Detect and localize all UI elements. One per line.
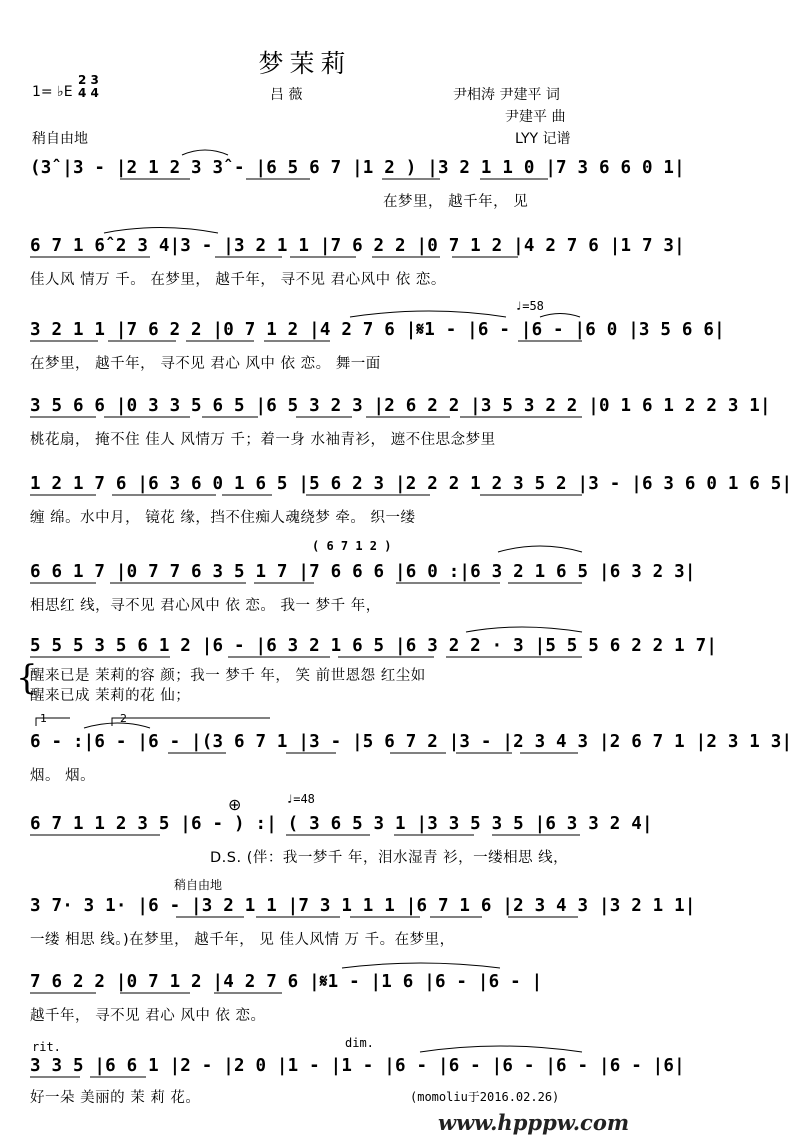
lyrics-row-7b: 醒来已成 茉莉的花 仙； bbox=[30, 688, 191, 704]
score-row-4: 3 5 6 6 |0 3 3 5 6 5 |6 5 3 2 3 |2 6 2 2 |3 5 3 2 2 |0 1 6 1 2 2 3 1| bbox=[30, 396, 771, 416]
score-row-2: 6 7 1 6̂ 2 3 4|3 - |3 2 1 1 |7 6 2 2 |0 7 1 2 |4 2 7 6 |1 7 3| bbox=[30, 236, 685, 256]
score-row-10: 3 7· 3 1· |6 - |3 2 1 1 |7 3 1 1 1 |6 7 1 6 |2 3 4 3 |3 2 1 1| bbox=[30, 896, 696, 916]
score-row-9: 6 7 1 1 2 3 5 |6 - ) :| ( 3 6 5 3 1 |3 3 5 3 5 |6 3 3 2 4| bbox=[30, 814, 653, 834]
lyrics-row-6: 相思红 线，寻不见 君心风中 依 恋。 我一 梦千 年， bbox=[30, 598, 381, 614]
volta-1-label: 1 bbox=[40, 712, 47, 725]
lyrics-row-12: 好一朵 美丽的 茉 莉 花。 bbox=[30, 1090, 201, 1106]
tempo-mark-48: ♩=48 bbox=[286, 792, 315, 806]
lyrics-row-4: 桃花扇， 掩不住 佳人 风情万 千；着一身 水袖青衫， 遮不住思念梦里 bbox=[30, 432, 496, 448]
lyrics-row-7: 醒来已是 茉莉的容 颜；我一 梦千 年， 笑 前世恩怨 红尘如 bbox=[30, 668, 426, 684]
score-row-5: 1 2 1 7 6 |6 3 6 0 1 6 5 |5 6 2 3 |2 2 2 1 2 3 5 2 |3 - |6 3 6 0 1 6 5| bbox=[30, 474, 792, 494]
lyrics-row-3: 在梦里， 越千年， 寻不见 君心 风中 依 恋。 舞一面 bbox=[30, 356, 381, 372]
time-signature: 2 3 4 4 bbox=[78, 73, 99, 100]
tempo-mark-58: ♩=58 bbox=[515, 299, 544, 313]
singer: 吕 薇 bbox=[270, 87, 303, 103]
aside-notes: ( 6 7 1 2 ) bbox=[312, 539, 392, 553]
key-signature: 1= ♭E bbox=[32, 84, 73, 100]
score-row-8: 6 - :|6 - |6 - |(3 6 7 1 |3 - |5 6 7 2 |3 - |2 3 4 3 |2 6 7 1 |2 3 1 3| bbox=[30, 732, 792, 752]
lyric-brace: { bbox=[16, 658, 38, 698]
lyrics-row-8: 烟。 烟。 bbox=[30, 768, 96, 784]
credit: (momoliu于2016.02.26) bbox=[410, 1090, 560, 1104]
lyrics-row-1: 在梦里， 越千年， 见 bbox=[383, 194, 529, 210]
volta-2-label: 2 bbox=[120, 712, 127, 725]
tempo-text: 稍自由地 bbox=[32, 131, 88, 147]
score-row-3: 3 2 1 1 |7 6 2 2 |0 7 1 2 |4 2 7 6 |𝄋1 - |6 - |6 - |6 0 |3 5 6 6| bbox=[30, 320, 725, 340]
score-row-11: 7 6 2 2 |0 7 1 2 |4 2 7 6 |𝄋1 - |1 6 |6 - |6 - | bbox=[30, 972, 543, 992]
score-row-7: 5 5 5 3 5 6 1 2 |6 - |6 3 2 1 6 5 |6 3 2 2 · 3 |5 5 5 6 2 2 1 7| bbox=[30, 636, 718, 656]
score-row-6: 6 6 1 7 |0 7 7 6 3 5 1 7 |7 6 6 6 |6 0 :|6 3 2 1 6 5 |6 3 2 3| bbox=[30, 562, 696, 582]
lyrics-row-9: D.S. (伴：我一梦千 年，泪水湿青 衫，一缕相思 线， bbox=[210, 850, 569, 866]
rit-marking: rit. bbox=[32, 1040, 61, 1054]
composer: 尹建平 曲 bbox=[505, 109, 566, 125]
dim-marking: dim. bbox=[345, 1036, 374, 1050]
lyrics-row-10: 一缕 相思 线。)在梦里， 越千年， 见 佳人风情 万 千。在梦里， bbox=[30, 932, 455, 948]
lyrics-row-5: 缠 绵。水中月， 镜花 缘，挡不住痴人魂绕梦 牵。 织一缕 bbox=[30, 510, 416, 526]
page-title: 梦茉莉 bbox=[258, 49, 352, 78]
lyricist: 尹相涛 尹建平 词 bbox=[453, 87, 560, 103]
score-row-12: 3 3 5 |6 6 1 |2 - |2 0 |1 - |1 - |6 - |6 - |6 - |6 - |6 - |6| bbox=[30, 1056, 685, 1076]
coda-icon: ⊕ bbox=[228, 795, 242, 814]
lyrics-row-2: 佳人风 情万 千。 在梦里， 越千年， 寻不见 君心风中 依 恋。 bbox=[30, 272, 446, 288]
tempo-text-2: 稍自由地 bbox=[174, 878, 223, 892]
watermark: www.hpppw.com bbox=[438, 1110, 630, 1135]
transcriber: LYY 记谱 bbox=[515, 131, 571, 147]
lyrics-row-11: 越千年， 寻不见 君心 风中 依 恋。 bbox=[30, 1008, 266, 1024]
score-row-1: (3̂ |3 - |2 1 2 3 3̂ - |6 5 6 7 |1 2 ) |3 2 1 1 0 |7 3 6 6 0 1| bbox=[30, 158, 685, 178]
